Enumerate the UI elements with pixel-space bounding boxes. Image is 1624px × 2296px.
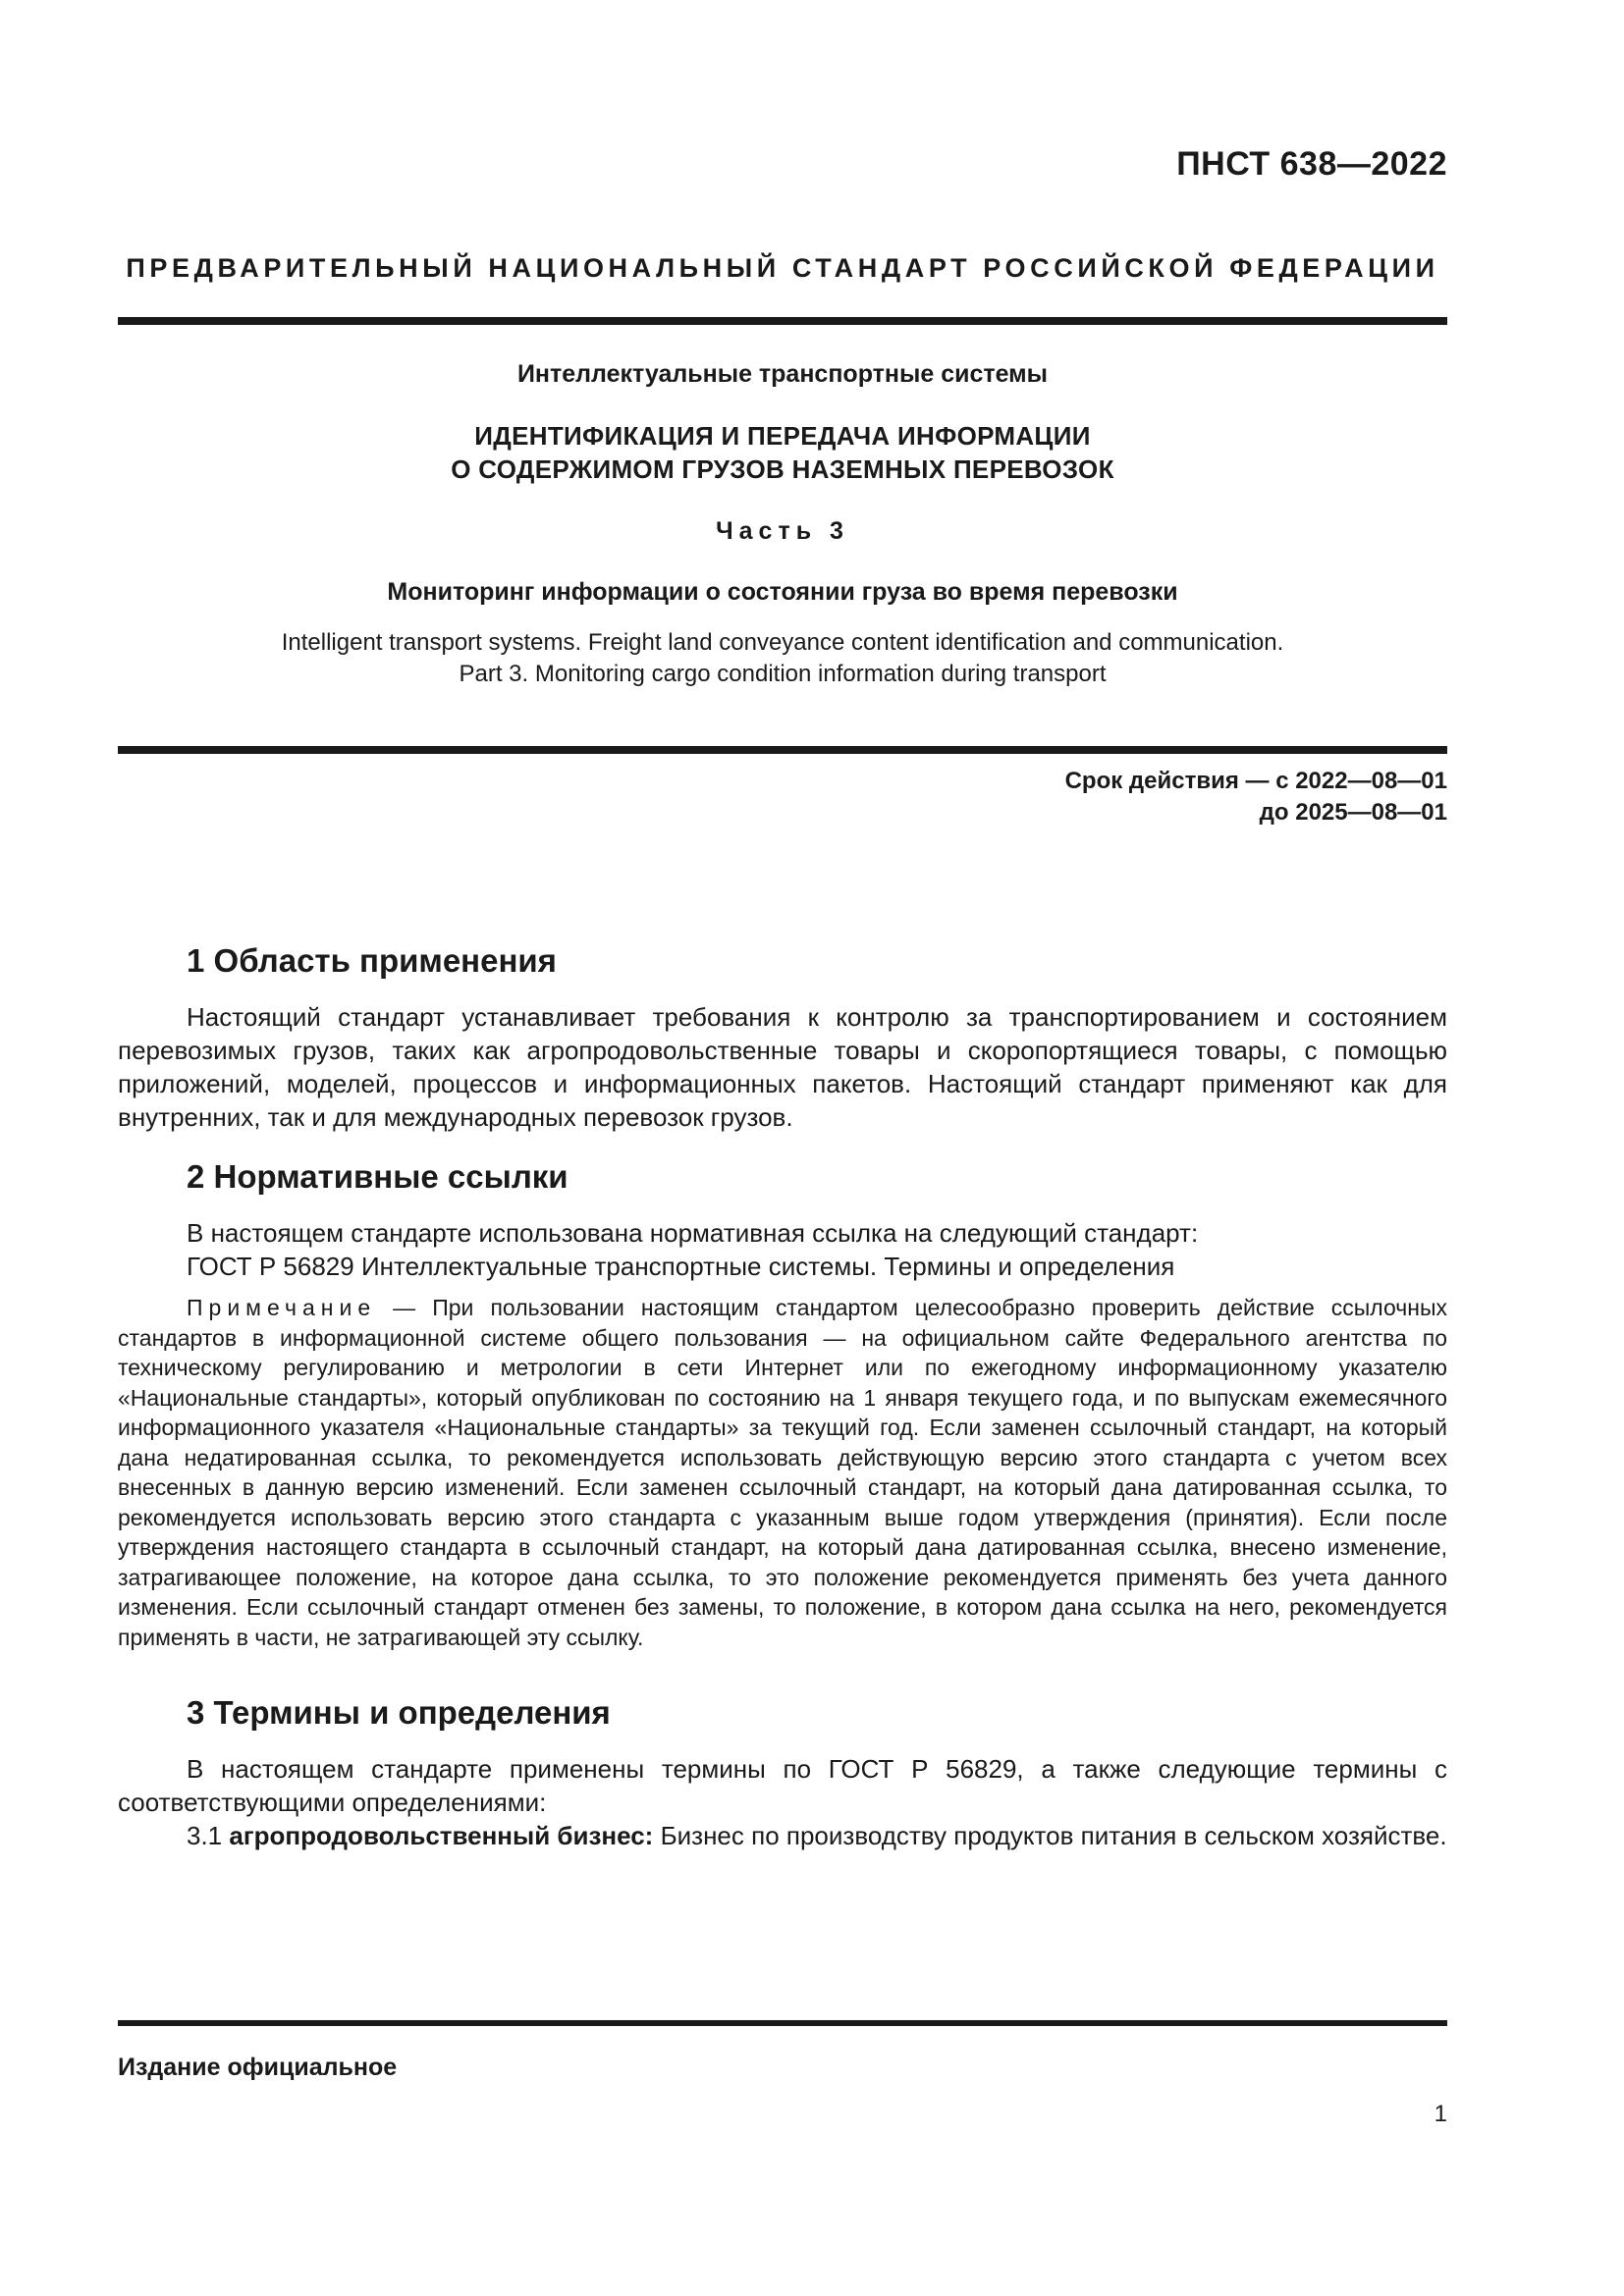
main-title-line-2: О СОДЕРЖИМОМ ГРУЗОВ НАЗЕМНЫХ ПЕРЕВОЗОК [451, 454, 1114, 484]
section-2-intro: В настоящем стандарте использована нормативная ссылка на следующий стандарт: [187, 1218, 1199, 1248]
title-block [118, 358, 1447, 690]
section-2-heading: 2 Нормативные ссылки [187, 1158, 568, 1195]
footer-rule [118, 2020, 1447, 2026]
section-3-heading: 3 Термины и определения [187, 1694, 611, 1731]
validity-start: Срок действия — с 2022—08—01 [1064, 768, 1447, 794]
note-label: Примечание [187, 1295, 377, 1320]
document-body [118, 939, 1447, 1852]
title-bottom-rule [118, 746, 1447, 754]
page-number: 1 [1434, 2101, 1447, 2127]
term-3-1 [118, 1819, 1447, 1852]
edition-label: Издание официальное [118, 2054, 398, 2081]
section-scope [118, 939, 1447, 1134]
part-subtitle: Мониторинг информации о состоянии груза во время перевозки [387, 578, 1178, 606]
section-1-text: Настоящий стандарт устанавливает требования к контролю за транспортированием и состоянием перевозимых грузов, таких как агропродовольственные товары и скоропортящиеся товары, с помощью приложений, моделей, процессов и информационных пакетов. Настоящий стандарт применяют как для внутренних, так и для международных перевозок грузов. [118, 1002, 1447, 1132]
english-title-line-2: Part 3. Monitoring cargo condition information during transport [459, 661, 1107, 687]
part-label: Часть 3 [716, 517, 849, 545]
standard-type-heading: ПРЕДВАРИТЕЛЬНЫЙ НАЦИОНАЛЬНЫЙ СТАНДАРТ РОССИЙСКОЙ ФЕДЕРАЦИИ [126, 253, 1439, 283]
main-title-line-1: ИДЕНТИФИКАЦИЯ И ПЕРЕДАЧА ИНФОРМАЦИИ [474, 421, 1091, 451]
section-normative-references [118, 1155, 1447, 1652]
english-title-line-1: Intelligent transport systems. Freight land conveyance content identification and communication. [281, 629, 1284, 656]
validity-end: до 2025—08—01 [1259, 799, 1447, 826]
term-number: 3.1 [187, 1821, 230, 1850]
main-title [118, 419, 1447, 486]
validity-period [1065, 766, 1447, 828]
term-name: агропродовольственный бизнес: [229, 1821, 654, 1850]
section-terms [118, 1691, 1447, 1852]
top-rule [118, 317, 1447, 325]
note-text: — При пользовании настоящим стандартом целесообразно проверить действие ссылочных стандартов в информационной системе общего пользования — на официальном сайте Федерального агентства по техническому регулированию и метрологии в сети Интернет или по ежегодному информационному указателю «Национальные стандарты», который опубликован по состоянию на 1 января текущего года, и по выпускам ежемесячного информационного указателя «Национальные стандарты» за текущий год. Если заменен ссылочный стандарт, на который дана недатированная ссылка, то рекомендуется использовать действующую версию этого стандарта с учетом всех внесенных в данную версию изменений. Если заменен ссылочный стандарт, на который дана датированная ссылка, то рекомендуется использовать версию этого стандарта с указанным выше годом утверждения (принятия). Если после утверждения настоящего стандарта в ссылочный стандарт, на который дана датированная ссылка, внесено изменение, затрагивающее положение, на которое дана ссылка, то это положение рекомендуется применять без учета данного изменения. Если ссылочный стандарт отменен без замены, то положение, в котором дана ссылка на него, рекомендуется применять в части, не затрагивающей эту ссылку. [118, 1295, 1447, 1650]
standard-designation: ПНСТ 638—2022 [1176, 145, 1447, 183]
section-2-reference: ГОСТ Р 56829 Интеллектуальные транспортные системы. Термины и определения [187, 1252, 1175, 1281]
term-definition: Бизнес по производству продуктов питания в сельском хозяйстве. [653, 1821, 1447, 1850]
section-1-heading: 1 Область применения [187, 942, 557, 979]
section-2-note [118, 1293, 1447, 1652]
english-title [118, 627, 1447, 690]
section-3-intro: В настоящем стандарте применены термины по ГОСТ Р 56829, а также следующие термины с соответствующими определениями: [118, 1754, 1447, 1817]
series-title: Интеллектуальные транспортные системы [516, 360, 1049, 388]
